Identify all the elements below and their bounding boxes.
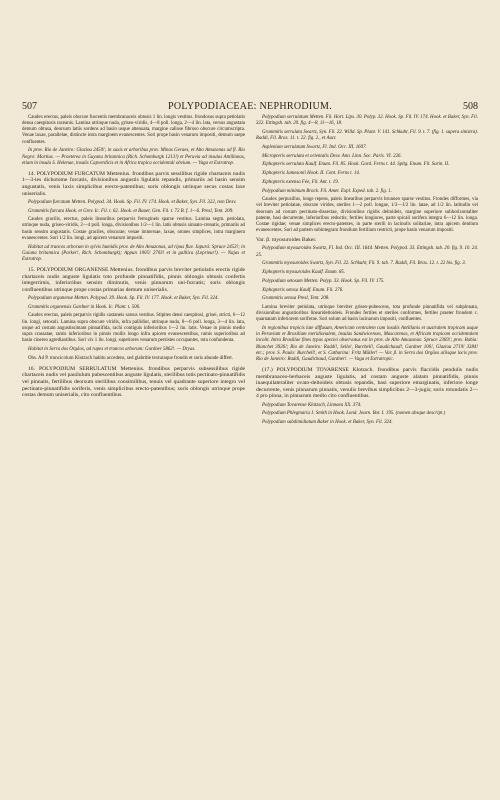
habitat-paragraph: Habitat in Serra dos Orgãos, ad rupes et truncos arborum: Gardner 5862!. — Dryas. bbox=[28, 346, 196, 352]
habitat-paragraph: Habitat ad truncos arborum in sylvis humidis prov. de Alto Amazonas, ad ripas fluv. Japurá: Spruce 2453!; in Guiana britannica (Parker!, Rich. Schomburgk); Appun 1005! 2703! et in galliica (Leprieur!). — Najas et Extratrop. bbox=[22, 244, 245, 262]
running-header bbox=[22, 101, 478, 115]
synonym-reference: Polypodium setosum Metten. Polyp. 33. Hook. Sp. Fil. IV. 175. bbox=[262, 278, 385, 284]
synonym-reference: Polypodium furcatum Metten. Polypod. 34. Hook. Sp. Fil. IV. 174. Hook. et Baker, Syn. Fil. 322, non Desv. bbox=[28, 199, 237, 205]
description-paragraph: Caudex perpusillus, longe repens, paleis linearibus perparvis brunneo sparse vestitus. Frondes difformes, via vel breviter petiolatae, obscure virides, steriles 1—2 poll. longae, 1/3—1/2 lin. latae, ad 1/2 lin. latitudin vel deorsum ad costam pectinato-dissectae, divisionibus rigidis deltoideis, margine superiore subhorizontaliter patente, basi decurrente, inferioribus reductis; fertiles longiores, parte spicali sorifera integra 6—12 lin. longa. Costae rigidae; venae simplices erecto-patentes, in parte sterili in lacinulis solitariae, intra apicem dentium evanescentes. Sori ad partem subintegram frondium fertilium restricti, prope basin venarum impositi. bbox=[256, 197, 478, 234]
synonym-reference: Xiphopteris setosa Kaulf. Enum. Fil. 276. bbox=[262, 287, 344, 293]
species-heading: 15. POLYPODIUM ORGANENSE Mettenius. frondibus parvis breviter petiolatis erectis rigide chartaceis nudis anguste ligulatis toto profunde pinnatifidis, pinnis oblongis obtusis confertis integerrimis, inferioribus sensim diminutis, venis pinnarum uni-furcatis; soris oblongis confluentibus utrinque prope costas primarias demum uniserialis. bbox=[22, 267, 245, 293]
synonym-reference: Polypodium Tovarense Klotzsch, Linnaea XX. 374. bbox=[262, 402, 362, 408]
synonym-reference: Polypodium serrulatum Metten. Fil. Hort. Lips. 30. Polyp. 32. Hook. Sp. Fil. IV. 174. Hook. et Baker, Syn. Fil. 322. Ettingsh. tab. 20. fig. 4—8, 11—16, 18. bbox=[256, 115, 478, 127]
synonym-reference: Grammitis organensis Gardner in Hook. Ic. Plant. t. 506. bbox=[28, 304, 141, 310]
synonym-reference: Polypodium Phlegmaria J. Smith in Hook. Lond. Journ. Bot. I. 195. (nomen absque descript.) bbox=[262, 411, 446, 417]
synonym-reference: Grammitis serrulata Swartz, Syn. Fil. 22. Willd. Sp. Plant. V. 141. Schkuhr, Fil. 9. t. 7. (fig. 1. supera sinistra). Raddi, Fil. Bras. 11. t. 22. fig. 2., et Auct. bbox=[256, 129, 478, 142]
synonym-reference: Micropteris serrulata et orientalis Desv. Ann. Linn. Soc. Paris. VI. 226. bbox=[262, 153, 402, 159]
page-number-right: 508 bbox=[463, 101, 478, 112]
left-column bbox=[22, 115, 245, 401]
synonym-reference: Xiphopteris myosuroides Kaulf. Enum. 85. bbox=[262, 270, 346, 276]
species-heading: 14. POLYPODIUM FURCATUM Mettenius. frondibus parvis sessilibus rigide chartaceis nudis 1—3-ies dichotome furcatis, divisionibus angustis ligulatis repandis, primariis ad basin sensim angustatis, venis laxis simplicibus erecto-patentibus; soris oblongis utrinque secus costas laxe uniserialis. bbox=[22, 170, 245, 197]
synonym-reference: Xiphopteris Jamesonii Hook. II. Cent. Ferns t. 14. bbox=[262, 171, 361, 177]
synonym-reference: Grammitis setosa Presl, Tent. 208. bbox=[262, 296, 330, 302]
running-title: POLYPODIACEAE: NEPHRODIUM. bbox=[167, 101, 333, 112]
synonym-reference: Polypodium subdimidiatum Baker in Hook. et Baker, Syn. Fil. 324. bbox=[262, 420, 393, 426]
description-paragraph: Caudex gracilis, erectus, paleis linearibus perparvis ferrugineis sparse vestitus. Lamina segm. petiolata, utrinque nuda, griseo-viridis, 2—4 poll. longa, divisionibus 1/2—1 lin. latis obtusis sinuato-crenatis, primariis ad basin sensim angustatis. Costae graciles, obscurae; venae immersae, laxae, omnes simplices, intra marginem evanescentes. Sori 1/2 lin. longi, ad apicem venarum impositi. bbox=[22, 217, 245, 241]
description-paragraph: Caudex erectus, paleis obscure fuscentis membranaceis obtusis 1 lin. longis vestitus. frondosus supra petiolatis densa caespitosis raceanis. Lamina utrinque nuda, griseo-viridis, 4—8 poll. longa, 2—4 lin. lata, versus angustata demum obtusa, deorsum latiis sordens ad basin usque attenuata, margine callose fibroso obscure circumscripta. Venae laxae, parallelae, distincte intra marginem evanescentes. Sori prope basin venarum impositi, demum saepe confluentes. bbox=[22, 115, 245, 145]
page-number-left: 507 bbox=[22, 101, 37, 112]
right-column bbox=[256, 115, 478, 429]
observation-note: Obs. Ad P. truncicolum Klotzsch habitu accedens, sed glabritie texturaque frondis et soris abunde differt. bbox=[28, 355, 233, 361]
synonym-reference: Asplenium serrulatum Swartz, Fl. Ind. Occ. III. 1607. bbox=[262, 144, 367, 150]
synonym-reference: Xiphopteris serrulata Kaulf. Enum. Fil. 85. Hook. Gard. Ferns t. 44. Spltg. Enum. Fil. Surin. II. bbox=[262, 162, 450, 168]
species-heading: 16. POLYPODIUM SERRULATUM Mettenius. frondibus perparvis subsessilibus rigide chartaceis nudis vel pauilulum pubescentibus anguste ligulatis, sterilibus totis pectinato-pinnatifidis vel pinnatis, fertilibus deorsum sterilibus consimilibus, tenuis vel quadrante superiore integro vel pectinato-pinnatifidis soriferis, venis simplicibus erecto-patentibus; soris oblongis utrinque prope costas demum uniserialis, cito confluentibus. bbox=[22, 365, 245, 399]
synonym-reference: Polypodium myosuroides Swartz, Fl. Ind. Occ. III. 1644. Metten. Polypod. 33. Ettingsh. tab. 20. fig. 9. 10. 24. 25. bbox=[256, 246, 478, 258]
synonym-reference: Polypodium minimum Brack. Fil. Amer. Expl. Exped. tab. 2. fig. 1. bbox=[262, 188, 392, 194]
habitat-paragraph: In regionibus tropicis late diffusum, Americam centralem cum insulis Antillanis et australem tropicam usque in Peruviam et Brasiliam meridionalem, insulas Sandwicenses, Mascarenas, et Africam tropicam occidentalem incolit. Intra Brasiliae fines typus speciei observatus est in prov. de Alto Amazonas: Spruce 2383!; prov. Bahia: Blanchet 3926!; Rio de Janeiro: Raddi!, Sello!, Burchell!, Gaudichaud!, Gardner 106!, Glaziou 2719! 3384! etc.; prov. S. Paulo: Burchell!, et S. Catharina: Fritz Müller! — Var. β. in Serra dos Orgãos aliisque locis prov. Rio de Janeiro: Raddi, Gaudichaud, Gardner!. — Vaga et Extratropic. bbox=[256, 326, 478, 362]
synonym-reference: Grammitis myosuroides Swartz, Syn. Fil. 22. Schkuhr, Fil. 9. tab. 7. Raddi, Fil. Bras. 12. t. 22 bis. fig. 3. bbox=[262, 261, 466, 267]
synonym-reference: Grammitis furcata Hook. et Grev. Ic. Fil. t. 62. Hook. et Bauer, Gen. Fil. t. 72 B. f. 1—6. Presl, Tent. 209. bbox=[28, 208, 234, 214]
description-paragraph: Caudex erectus, paleis perparvis rigidis castaneis sarsus vestitus. Stipites densi caespitosi, grisei, stricti, 6—12 lin. longi, setosuli. Lamina supra obscure viridis, infra pallidior, utrinque nuda, 8—6 poll. longa, 3—4 lin. lata, usque ad costam angustissimam pinnatifida, rachi contiguis inferioribus 1—2 lin. latis. Venae in pinnis medio supra crassatae, ramis inferioribus in pinnis mollis longo infra apicem evanescentibus, ramis superioribus ad basin cinereo agrediantibus. Sori vix 1 lin. longi, superiores venarum persistes occupantes, tota confundenta. bbox=[22, 313, 245, 344]
description-paragraph: Lamina breviter petiolata, utrinque breviter griseo-pubescens, tota profunde pinnatifida vel subpinnata, divisionibus angustioribus linearideltoideis. Frondes fertiles et steriles conformes, fertiles praeter frondem c. quarnatam inferiorem soriferae. Sori solum ad basin lacinarum impositi, confluentes. bbox=[256, 305, 478, 323]
variety-heading: Var. β. myosuroides Baker. bbox=[256, 237, 317, 244]
habitat-paragraph: In prov. Rio de Janeiro: Glaziou 2450!; in saxis et arboribus prov. Minas Geraes, et Alto Amazonas ad fl. Rio Negro: Martius. — Praeterea in Guyana britannica (Rich. Schomburgk 1213!) et Peruvia ad insulas Antillanas, etiam in insula S. Helenae, insulis Capverdicis et in Africa tropica occidentali obvium. — Vaga et Extratrop. bbox=[22, 148, 245, 166]
synonym-reference: Xiphopteris extensa Fée, Fil. Ant. t. 19. bbox=[262, 179, 339, 185]
synonym-reference: Polypodium organense Metten. Polypod. 39. Hook. Sp. Fil. IV. 177. Hook. et Baker, Syn. Fil. 324. bbox=[28, 295, 219, 301]
species-heading: (17.) POLYPODIUM TOVARENSE Klotzsch. frondibus parvis flaccidis pendulis nudis membranaceo-herbaceis anguste ligulatis, ad costam anguste alatam pinnatifidis, pinnis inaequilateraliter ovato-deltoideis obtusis repandis, basi superiore emarginatis, inferiore longe decurrente, venis pinnarum pinnatis, venulis brevibus simplicibus 2—3-jugis; soris rotundatis 2—4 pro pinna, in pinnarum medio cito confluentibus. bbox=[256, 367, 478, 400]
